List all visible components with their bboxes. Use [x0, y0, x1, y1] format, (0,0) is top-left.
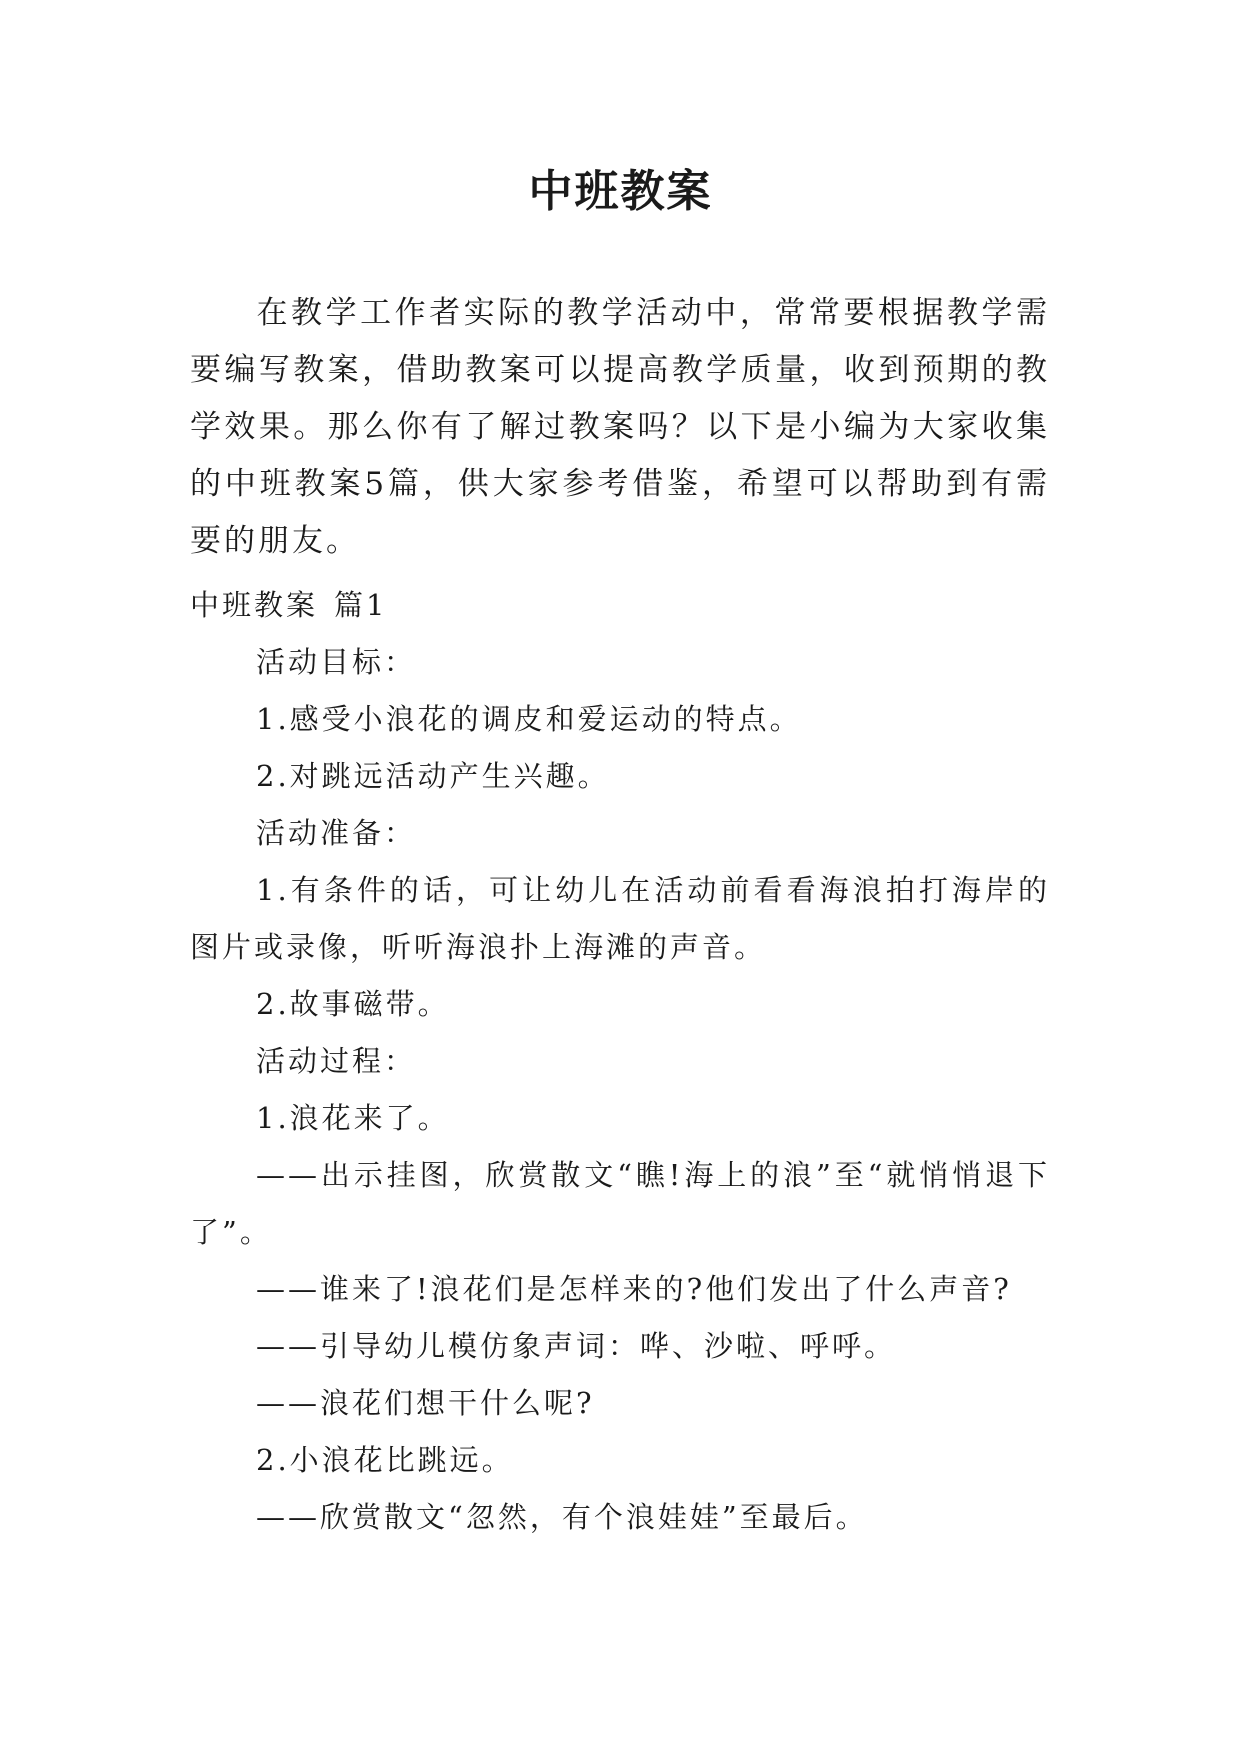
paragraph-goal-1: 1.感受小浪花的调皮和爱运动的特点。	[256, 702, 802, 736]
section-body	[190, 634, 1050, 1546]
section-heading	[190, 583, 387, 624]
paragraph-preparation-1: 1.有条件的话，可让幼儿在活动前看看海浪拍打海岸的图片或录像，听听海浪扑上海滩的声音。	[190, 873, 1050, 964]
paragraph-process-2a: ——欣赏散文“忽然，有个浪娃娃”至最后。	[256, 1500, 868, 1534]
paragraph-process-heading: 活动过程：	[256, 1044, 417, 1078]
paragraph-process-1c: ——引导幼儿模仿象声词：哗、沙啦、呼呼。	[256, 1329, 897, 1363]
paragraph-process-1: 1.浪花来了。	[256, 1101, 450, 1135]
intro-text: 在教学工作者实际的教学活动中，常常要根据教学需要编写教案，借助教案可以提高教学质量，收到预期的教学效果。那么你有了解过教案吗？以下是小编为大家收集的中班教案5篇，供大家参考借鉴，希望可以帮助到有需要的朋友。	[190, 295, 1050, 559]
paragraph-preparation-2: 2.故事磁带。	[256, 987, 450, 1021]
document-title: 中班教案	[528, 166, 713, 217]
paragraph-process-1b: ——谁来了!浪花们是怎样来的?他们发出了什么声音?	[256, 1272, 1012, 1306]
section-heading-number: 篇1	[334, 588, 388, 622]
paragraph-process-1d: ——浪花们想干什么呢?	[256, 1386, 595, 1420]
paragraph-process-2: 2.小浪花比跳远。	[256, 1443, 514, 1477]
paragraph-process-1a: ——出示挂图，欣赏散文“瞧!海上的浪”至“就悄悄退下了”。	[190, 1158, 1050, 1249]
paragraph-goal-2: 2.对跳远活动产生兴趣。	[256, 759, 610, 793]
paragraph-goals-heading: 活动目标：	[256, 645, 417, 679]
section-heading-title: 中班教案	[190, 588, 319, 622]
paragraph-preparation-heading: 活动准备：	[256, 816, 417, 850]
intro-paragraph	[190, 285, 1050, 570]
